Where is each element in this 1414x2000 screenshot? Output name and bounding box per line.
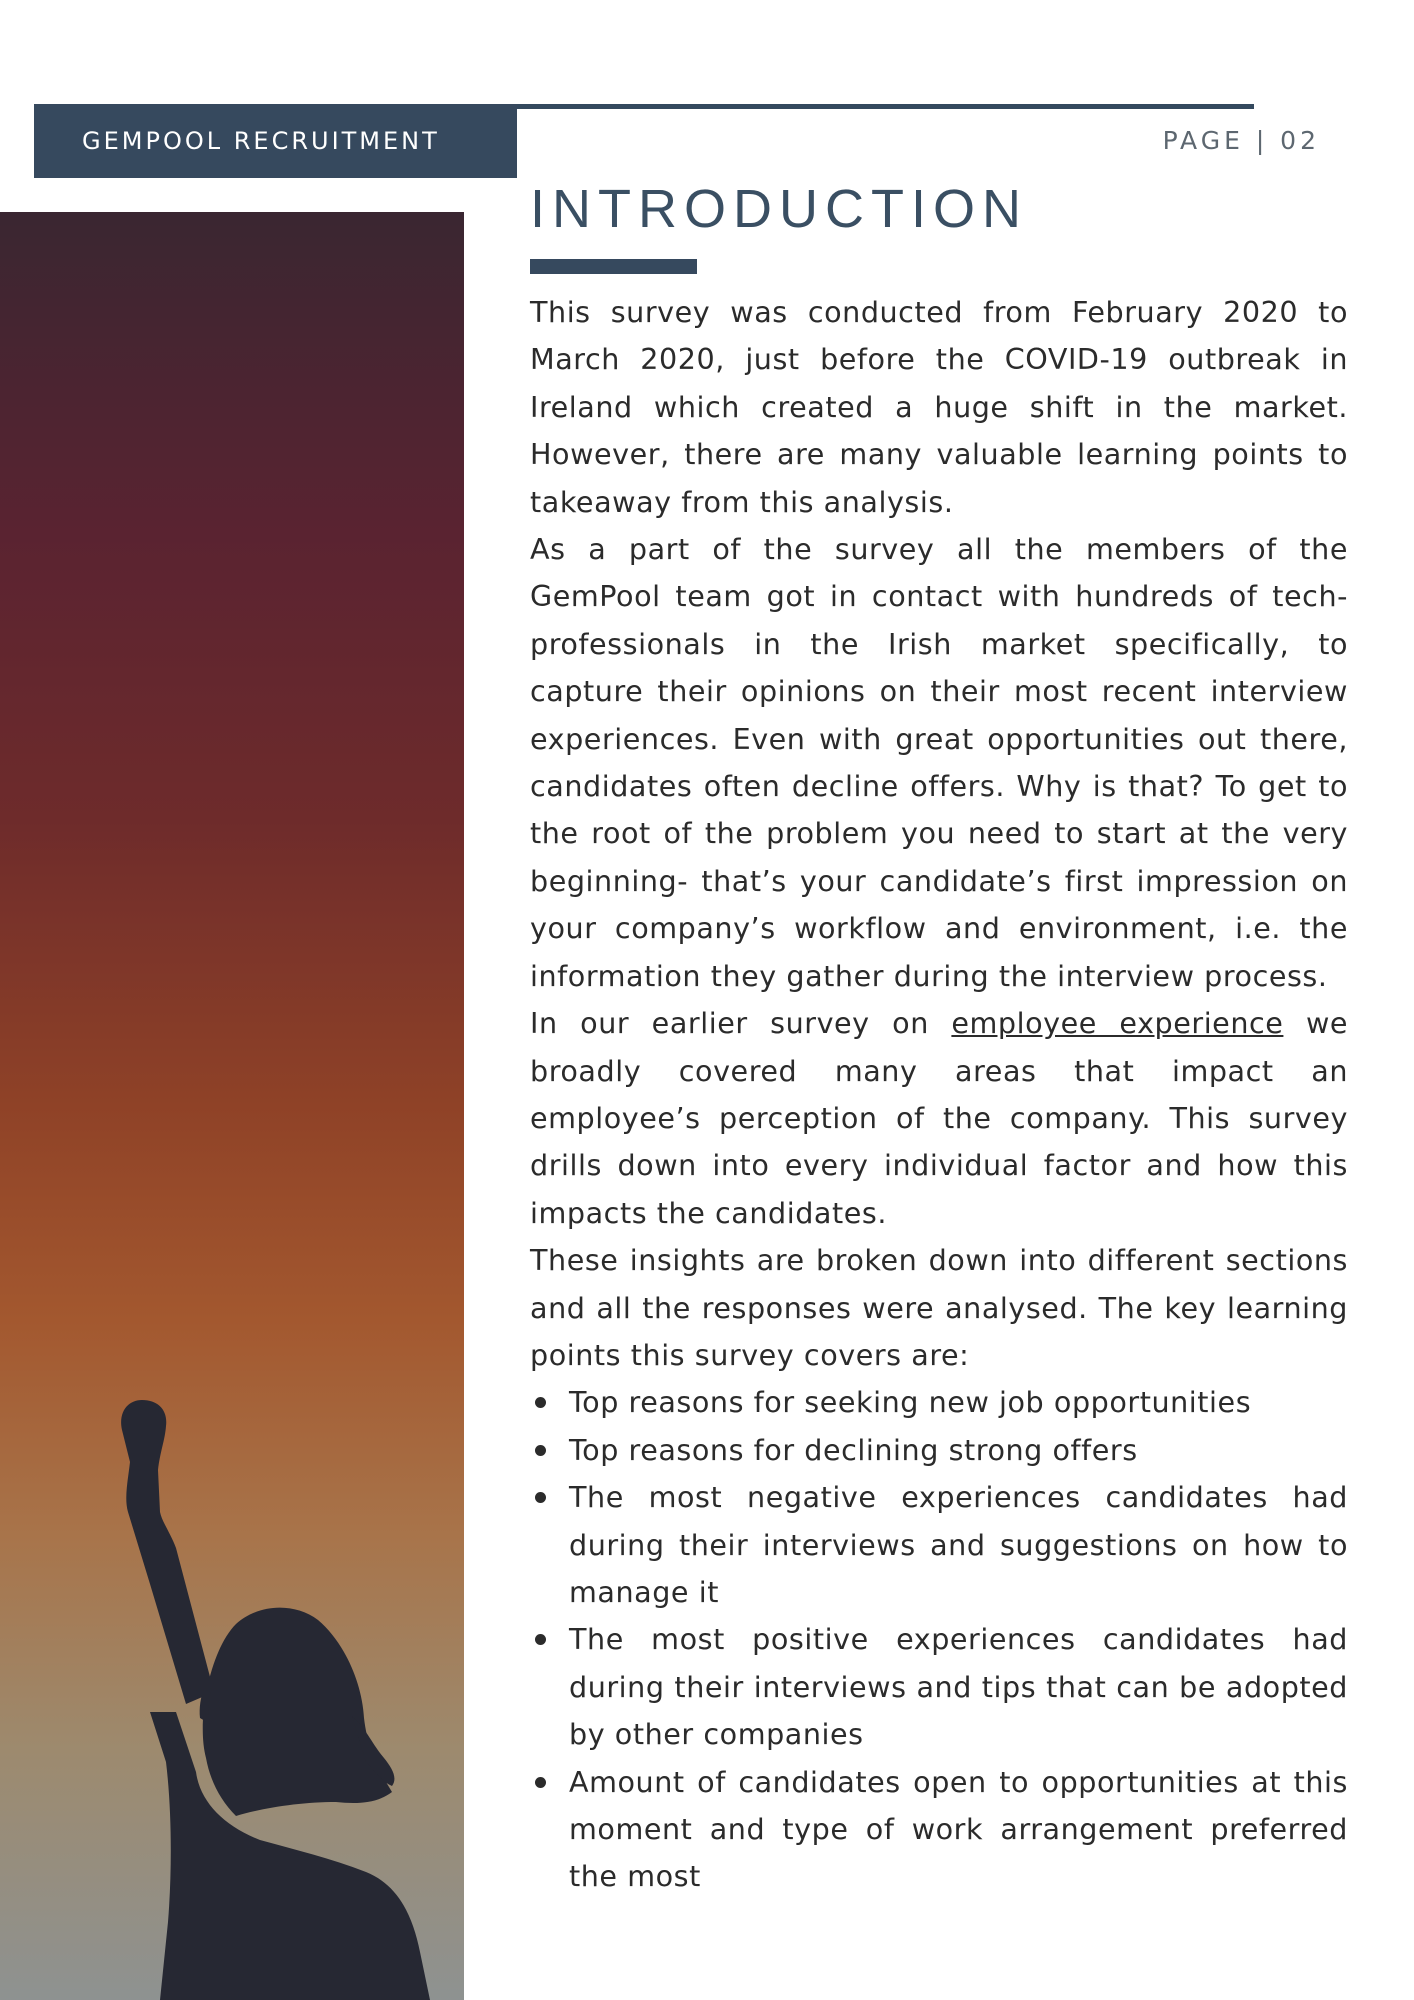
list-item — [530, 1759, 1348, 1901]
sunset-photo — [0, 212, 464, 2000]
list-item-text: Top reasons for seeking new job opportunities — [569, 1385, 1252, 1420]
list-item — [530, 1616, 1348, 1758]
list-item-text: The most positive experiences candidates had during their interviews and tips that can be adopted by other companies — [569, 1622, 1348, 1752]
paragraph-3 — [530, 1000, 1348, 1237]
brand-bar — [34, 104, 517, 178]
paragraph-2: As a part of the survey all the members of the GemPool team got in contact with hundreds of tech-professionals in the Irish market specifically, to capture their opinions on their most recent interview experiences. Even with great opportunities out there, candidates often decline offers. Why is that? To get to the root of the problem you need to start at the very beginning- that’s your candidate’s first impression on your company’s workflow and environment, i.e. the information they gather during the interview process. — [530, 532, 1348, 993]
bullet-icon — [535, 1492, 546, 1503]
list-item — [530, 1427, 1348, 1474]
bullet-icon — [535, 1445, 546, 1456]
employee-experience-link[interactable]: employee experience — [951, 1006, 1284, 1041]
list-item — [530, 1474, 1348, 1616]
list-item-text: The most negative experiences candidates had during their interviews and suggestions on how to manage it — [569, 1480, 1348, 1609]
bullet-icon — [535, 1777, 546, 1788]
page-title: INTRODUCTION — [530, 179, 1028, 239]
bullet-icon — [535, 1397, 546, 1408]
title-underline — [530, 259, 697, 274]
header-rule — [517, 104, 1254, 109]
brand-name: GEMPOOL RECRUITMENT — [82, 127, 440, 155]
paragraph-3-lead: In our earlier survey on — [530, 1006, 929, 1041]
list-item-text: Amount of candidates open to opportunities at this moment and type of work arrangement preferred the most — [569, 1764, 1348, 1894]
list-item — [530, 1379, 1348, 1426]
paragraph-3-rest: we broadly covered many areas that impact an employee’s perception of the company. This survey drills down into every individual factor and how this impacts the candidates. — [530, 1006, 1349, 1230]
paragraph-1: This survey was conducted from February 2020 to March 2020, just before the COVID-19 outbreak in Ireland which created a huge shift in the market. However, there are many valuable learning points to takeaway from this analysis. — [530, 295, 1348, 519]
key-points-list — [530, 1379, 1348, 1900]
body-text — [530, 289, 1348, 1901]
paragraph-4: These insights are broken down into different sections and all the responses were analysed. The key learning points this survey covers are: — [530, 1243, 1348, 1372]
bullet-icon — [535, 1634, 546, 1645]
page-number: PAGE | 02 — [1162, 126, 1320, 155]
list-item-text: Top reasons for declining strong offers — [569, 1432, 1138, 1467]
